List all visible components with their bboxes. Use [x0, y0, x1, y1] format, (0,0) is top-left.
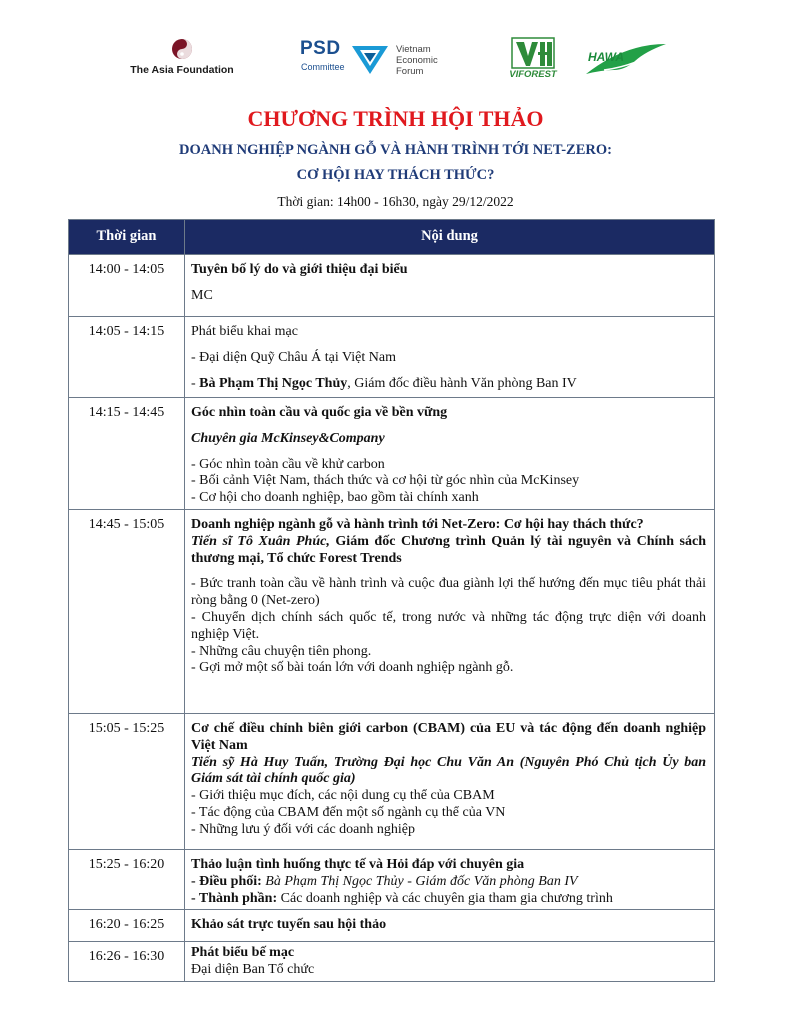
event-time: Thời gian: 14h00 - 16h30, ngày 29/12/2022: [277, 194, 514, 209]
vef-name: [396, 44, 438, 77]
row-heading: Doanh nghiệp ngành gỗ và hành trình tới Net-Zero: Cơ hội hay thách thức?: [191, 517, 644, 532]
asia-foundation-name: The Asia Foundation: [130, 64, 234, 76]
speaker-title: Giám đốc Chương trình Quản lý tài nguyên và Chính sách thương mại, Tổ chức Forest Trends: [191, 533, 706, 566]
row-panel: [191, 891, 706, 908]
row-time: 14:15 - 14:45: [69, 398, 185, 510]
table-row: [69, 714, 715, 850]
moderator-name: Bà Phạm Thị Ngọc Thủy - Giám đốc Văn phòng Ban IV: [265, 873, 578, 889]
row-content: [185, 255, 715, 317]
moderator-label: - Điều phối:: [191, 873, 266, 889]
hawa-logo: [584, 40, 668, 80]
row-bullet: - Giới thiệu mục đích, các nội dung cụ thể của CBAM: [191, 788, 495, 804]
row-heading: Phát biểu bế mạc: [191, 945, 295, 961]
subtitle-line-2: CƠ HỘI HAY THÁCH THỨC?: [296, 167, 495, 183]
table-row: [69, 317, 715, 398]
agenda-table: [68, 219, 715, 982]
header-content: Nội dung: [185, 220, 715, 255]
row-line: Đại diện Ban Tổ chức: [191, 962, 315, 978]
panel-label: - Thành phần:: [191, 890, 278, 906]
row-heading: Tuyên bố lý do và giới thiệu đại biểu: [191, 262, 408, 277]
header-time: Thời gian: [69, 220, 185, 255]
table-row: [69, 255, 715, 317]
panel-members: Các doanh nghiệp và các chuyên gia tham gia chương trình: [277, 890, 613, 906]
table-row: [69, 850, 715, 910]
vef-line: Vietnam: [396, 44, 431, 55]
row-content: [185, 317, 715, 398]
speaker-title: , Giám đốc điều hành Văn phòng Ban IV: [347, 375, 577, 391]
row-bullet: - Bức tranh toàn cầu về hành trình và cuộc đua giành lợi thế hướng đến mục tiêu phát thải ròng bằng 0 (Net-zero): [191, 576, 706, 609]
table-row: [69, 942, 715, 982]
table-row: [69, 910, 715, 942]
row-time: 16:26 - 16:30: [69, 942, 185, 982]
psd-vef-logo: [300, 38, 450, 82]
asia-foundation-emblem-icon: [171, 38, 193, 60]
row-bullet: - Gợi mở một số bài toán lớn với doanh nghiệp ngành gỗ.: [191, 660, 514, 676]
speaker-name: Bà Phạm Thị Ngọc Thủy: [199, 375, 348, 391]
row-bullet: - Cơ hội cho doanh nghiệp, bao gồm tài chính xanh: [191, 490, 479, 506]
row-content: [185, 510, 715, 714]
row-line: - Đại diện Quỹ Châu Á tại Việt Nam: [191, 349, 396, 365]
row-bullet: - Góc nhìn toàn cầu về khử carbon: [191, 456, 385, 472]
row-time: 16:20 - 16:25: [69, 910, 185, 942]
row-heading: Thảo luận tình huống thực tế và Hỏi đáp với chuyên gia: [191, 857, 525, 872]
row-speaker: Tiến sỹ Hà Huy Tuấn, Trường Đại học Chu Văn An (Nguyên Phó Chủ tịch Ủy ban Giám sát tài chính quốc gia): [191, 754, 706, 787]
psd-wordmark: PSD: [300, 38, 341, 59]
speaker-name: Tiến sĩ Tô Xuân Phúc,: [191, 533, 330, 549]
row-speaker: - Bà Phạm Thị Ngọc Thủy, Giám đốc điều hành Văn phòng Ban IV: [191, 375, 577, 391]
row-speaker: Chuyên gia McKinsey&Company: [191, 430, 385, 446]
logo-bar: [0, 36, 791, 86]
page-title: CHƯƠNG TRÌNH HỘI THẢO: [247, 106, 544, 131]
row-line: Phát biểu khai mạc: [191, 324, 298, 339]
hawa-name: HAWA: [588, 50, 624, 64]
vifores-logo: [502, 36, 564, 82]
row-bullet: - Những lưu ý đối với các doanh nghiệp: [191, 821, 415, 837]
row-bullet: - Những câu chuyện tiên phong.: [191, 643, 372, 659]
vifores-name: VIFOREST: [509, 69, 557, 80]
table-header-row: [69, 220, 715, 255]
vef-line: Forum: [396, 66, 424, 77]
row-content: [185, 850, 715, 910]
asia-foundation-logo: [126, 38, 238, 76]
row-content: [185, 714, 715, 850]
row-time: 15:25 - 16:20: [69, 850, 185, 910]
row-heading: Khảo sát trực tuyến sau hội thảo: [191, 917, 387, 933]
psd-committee-label: Committee: [301, 62, 345, 72]
row-bullet: - Chuyển dịch chính sách quốc tế, trong nước và những tác động trực diện với doanh nghiệp Việt.: [191, 609, 706, 642]
row-bullet: - Tác động của CBAM đến một số ngành cụ thể của VN: [191, 804, 506, 820]
subtitle-line-1: DOANH NGHIỆP NGÀNH GỖ VÀ HÀNH TRÌNH TỚI NET-ZERO:: [179, 142, 612, 158]
row-content: [185, 398, 715, 510]
row-line: MC: [191, 287, 213, 303]
row-content: [185, 942, 715, 982]
row-time: 14:05 - 14:15: [69, 317, 185, 398]
table-row: [69, 398, 715, 510]
table-row: [69, 510, 715, 714]
row-bullet: - Bối cảnh Việt Nam, thách thức và cơ hội từ góc nhìn của McKinsey: [191, 473, 580, 489]
row-speaker: [191, 534, 706, 568]
vef-line: Economic: [396, 55, 438, 66]
row-heading: Cơ chế điều chỉnh biên giới carbon (CBAM) của EU và tác động đến doanh nghiệp Việt Nam: [191, 721, 706, 753]
row-moderator: [191, 874, 706, 891]
vifores-emblem-icon: [502, 36, 564, 70]
row-time: 14:45 - 15:05: [69, 510, 185, 714]
row-heading: Góc nhìn toàn cầu và quốc gia về bền vững: [191, 405, 448, 420]
row-time: 14:00 - 14:05: [69, 255, 185, 317]
vef-triangle-icon: [350, 42, 390, 76]
row-content: [185, 910, 715, 942]
row-time: 15:05 - 15:25: [69, 714, 185, 850]
